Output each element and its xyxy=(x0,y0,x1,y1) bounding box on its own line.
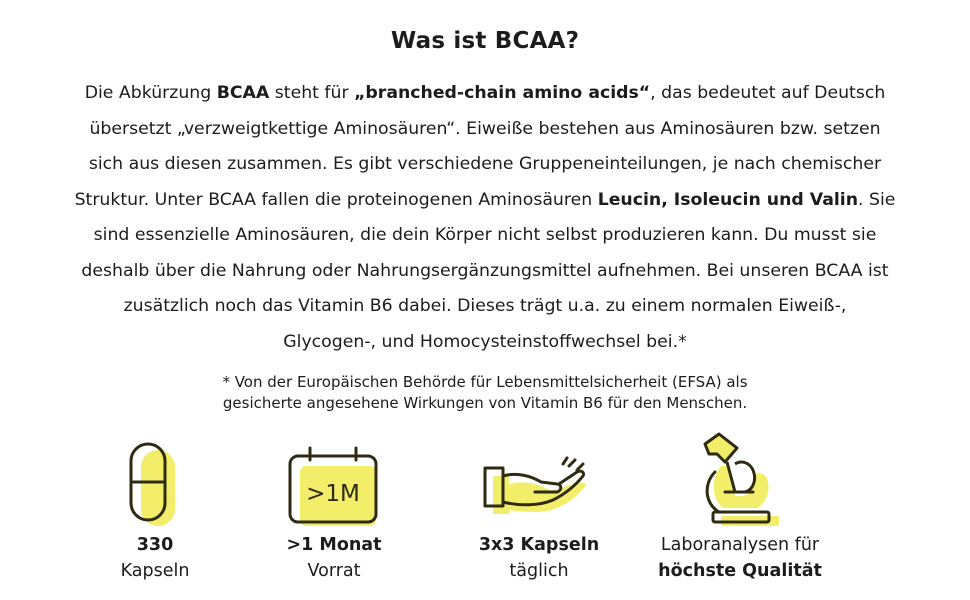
capsule-icon xyxy=(125,440,185,532)
text-segment: Die Abkürzung xyxy=(84,83,217,103)
footnote-line-1: * Von der Europäischen Behörde für Lebensmittelsicherheit (EFSA) als xyxy=(222,373,748,391)
feature-quality-label: höchste Qualität xyxy=(658,561,822,581)
paragraph-line-2: übersetzt „verzweigtkettige Aminosäuren“. Eiweiße bestehen aus Aminosäuren bzw. setzen xyxy=(89,118,881,139)
paragraph-line-1 xyxy=(40,76,930,112)
description-paragraph xyxy=(40,76,930,360)
text-segment: Struktur. Unter BCAA fallen die proteinogenen Aminosäuren xyxy=(74,189,598,210)
paragraph-line-8: Glycogen-, und Homocysteinstoffwechsel bei.* xyxy=(283,331,687,352)
feature-quality-title: Laboranalysen für xyxy=(660,535,820,555)
feature-supply xyxy=(259,446,409,584)
paragraph-line-7: zusätzlich noch das Vitamin B6 dabei. Dieses trägt u.a. zu einem normalen Eiweiß-, xyxy=(123,296,847,316)
microscope-icon xyxy=(695,432,785,532)
footnote xyxy=(0,372,970,414)
text-segment: . Sie xyxy=(858,189,896,210)
feature-quality xyxy=(650,432,830,584)
calendar-label: >1M xyxy=(306,481,360,507)
bold-branched-chain: „branched-chain amino acids“ xyxy=(354,83,651,103)
paragraph-line-3: sich aus diesen zusammen. Es gibt verschiedene Gruppeneinteilungen, je nach chemischer xyxy=(88,154,882,174)
feature-supply-label: Vorrat xyxy=(307,561,361,581)
paragraph-line-6: deshalb über die Nahrung oder Nahrungsergänzungsmittel aufnehmen. Bei unseren BCAA ist xyxy=(81,260,889,281)
text-segment: , das bedeutet auf Deutsch xyxy=(650,83,886,103)
feature-capsules xyxy=(80,440,230,584)
bold-amino-acids: Leucin, Isoleucin und Valin xyxy=(597,189,859,210)
calendar-icon xyxy=(284,446,384,532)
feature-dosage-label: täglich xyxy=(509,561,569,581)
paragraph-line-4 xyxy=(40,183,930,219)
feature-supply-title: >1 Monat xyxy=(286,535,382,555)
hand-icon xyxy=(479,454,599,532)
page-title: Was ist BCAA? xyxy=(390,28,580,54)
feature-dosage xyxy=(464,454,614,584)
feature-capsules-count: 330 xyxy=(136,535,174,555)
paragraph-line-5: sind essenzielle Aminosäuren, die dein Körper nicht selbst produzieren kann. Du musst sie xyxy=(93,225,877,245)
text-segment: steht für xyxy=(269,83,355,103)
feature-capsules-label: Kapseln xyxy=(120,561,190,581)
feature-dosage-title: 3x3 Kapseln xyxy=(478,535,600,555)
footnote-line-2: gesicherte angesehene Wirkungen von Vitamin B6 für den Menschen. xyxy=(222,394,748,412)
bold-bcaa: BCAA xyxy=(216,83,270,103)
